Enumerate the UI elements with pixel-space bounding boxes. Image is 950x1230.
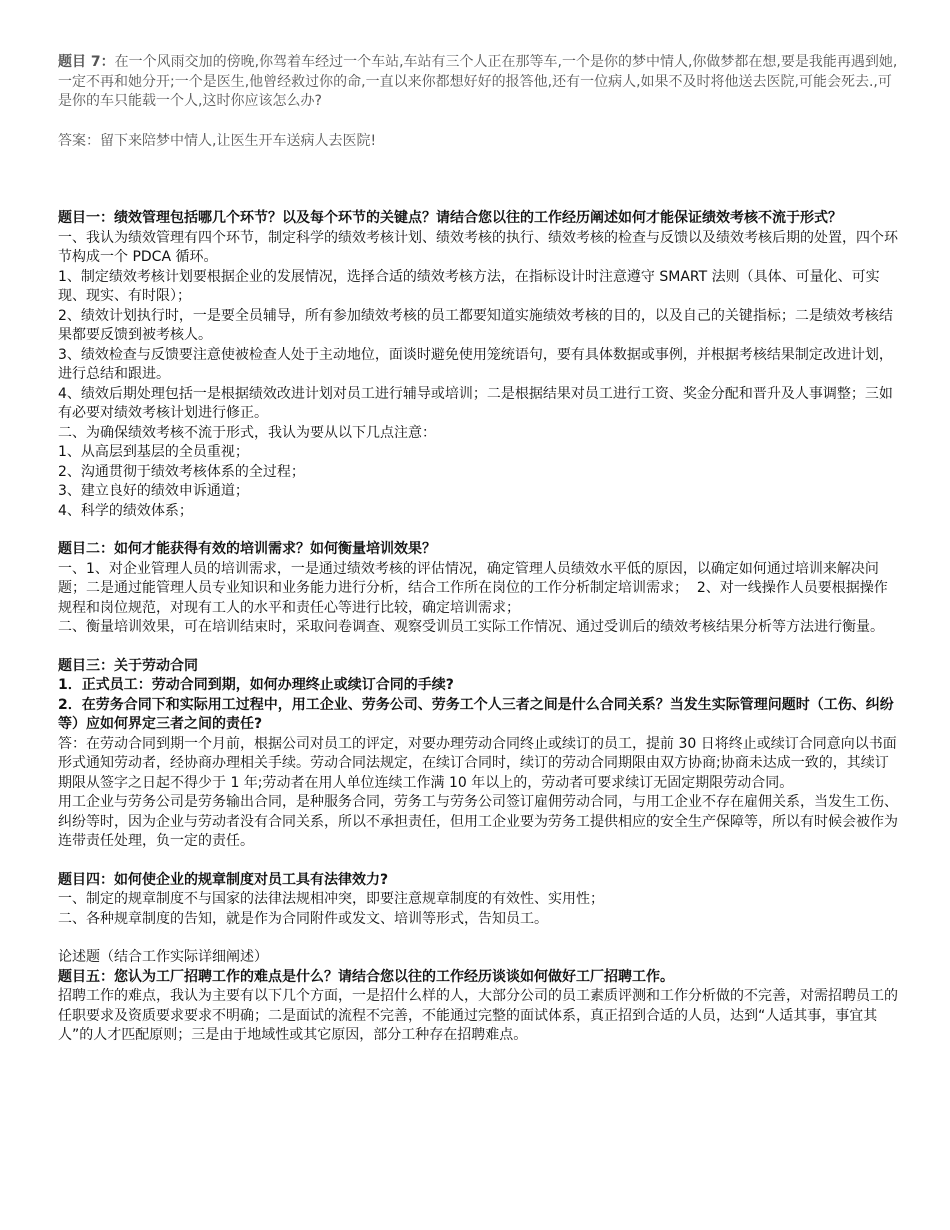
q7-paragraph bbox=[58, 53, 898, 112]
q1-line: 2、沟通贯彻于绩效考核体系的全过程； bbox=[58, 463, 305, 480]
q1-title: 题目一：绩效管理包括哪几个环节？以及每个环节的关键点？请结合您以往的工作经历阐述如何才能保证绩效考核不流于形式？ bbox=[58, 210, 842, 226]
q1-line: 二、为确保绩效考核不流于形式，我认为要从以下几点注意： bbox=[58, 424, 436, 441]
q1-line: 一、我认为绩效管理有四个环节，制定科学的绩效考核计划、绩效考核的执行、绩效考核的检查与反馈以及绩效考核后期的处置，四个环节构成一个 PDCA 循环。 bbox=[58, 229, 898, 265]
q1-section bbox=[58, 209, 898, 521]
q1-line: 2、绩效计划执行时，一是要全员辅导，所有参加绩效考核的员工都要知道实施绩效考核的目的，以及自己的关键指标；二是绩效考核结果都要反馈到被考核人。 bbox=[58, 307, 893, 343]
q7-title: 题目 7： bbox=[58, 54, 115, 70]
q1-line: 4、科学的绩效体系； bbox=[58, 502, 193, 519]
q4-line: 二、各种规章制度的告知，就是作为合同附件或发文、培训等形式，告知员工。 bbox=[58, 910, 548, 927]
q5-section bbox=[58, 948, 898, 1046]
q7-answer: 答案：留下来陪梦中情人,让医生开车送病人去医院! bbox=[58, 132, 377, 149]
q3-section bbox=[58, 657, 898, 852]
q4-section bbox=[58, 871, 898, 930]
q4-title: 题目四：如何使企业的规章制度对员工具有法律效力? bbox=[58, 871, 389, 888]
q3-subquestion-2: 2．在劳务合同下和实际用工过程中，用工企业、劳务公司、劳务工个人三者之间是什么合同关系？当发生实际管理问题时（工伤、纠纷等）应如何界定三者之间的责任? bbox=[58, 696, 894, 732]
q4-line: 一、制定的规章制度不与国家的法律法规相冲突，即要注意规章制度的有效性、实用性； bbox=[58, 891, 604, 907]
q3-title: 题目三：关于劳动合同 bbox=[58, 657, 198, 674]
q1-line: 3、建立良好的绩效申诉通道； bbox=[58, 483, 249, 499]
q2-section bbox=[58, 540, 898, 638]
q5-body: 招聘工作的难点，我认为主要有以下几个方面，一是招什么样的人，大部分公司的员工素质评测和工作分析做的不完善，对需招聘员工的任职要求及资质要求要求不明确；二是面试的流程不完善，不能通过完整的面试体系，真正招到合适的人员，达到“人适其事，事宜其人”的人才匹配原则；三是由于地域性或其它原因，部分工种存在招聘难点。 bbox=[58, 988, 898, 1043]
q2-line: 二、衡量培训效果，可在培训结束时，采取问卷调查、观察受训员工实际工作情况、通过受训后的绩效考核结果分析等方法进行衡量。 bbox=[58, 619, 884, 635]
q5-title: 题目五：您认为工厂招聘工作的难点是什么？请结合您以往的工作经历谈谈如何做好工厂招聘工作。 bbox=[58, 968, 674, 985]
q2-line: 一、1、对企业管理人员的培训需求，一是通过绩效考核的评估情况，确定管理人员绩效水平低的原因，以确定如何通过培训来解决问题；二是通过能管理人员专业知识和业务能力进行分析，结合工作所在岗位的工作分析制定培训需求； 2、对一线操作人员要根据操作规程和岗位规范，对现有工人的水平和责任心等进行比较，确定培训需求； bbox=[58, 560, 888, 616]
q1-line: 3、绩效检查与反馈要注意使被检查人处于主动地位，面谈时避免使用笼统语句，要有具体数据或事例，并根据考核结果制定改进计划，进行总结和跟进。 bbox=[58, 346, 893, 382]
q2-title: 题目二：如何才能获得有效的培训需求？如何衡量培训效果？ bbox=[58, 541, 436, 557]
q1-line: 4、绩效后期处理包括一是根据绩效改进计划对员工进行辅导或培训；二是根据结果对员工进行工资、奖金分配和晋升及人事调整；三如有必要对绩效考核计划进行修正。 bbox=[58, 385, 893, 421]
q3-line: 用工企业与劳务公司是劳务输出合同，是种服务合同，劳务工与劳务公司签订雇佣劳动合同，与用工企业不存在雇佣关系，当发生工伤、纠纷等时，因为企业与劳动者没有合同关系，所以不承担责任，但用工企业要为劳务工提供相应的安全生产保障等，所以有时候会被作为连带责任处理，负一定的责任。 bbox=[58, 794, 898, 849]
q7-question: 在一个风雨交加的傍晚,你驾着车经过一个车站,车站有三个人正在那等车,一个是你的梦中情人,你做梦都在想,要是我能再遇到她,一定不再和她分开;一个是医生,他曾经救过你的命,一直以来你都想好好的报答他,还有一位病人,如果不及时将他送去医院,可能会死去.,可是你的车只能载一个人,这时你应该怎么办? bbox=[58, 54, 898, 109]
essay-heading: 论述题（结合工作实际详细阐述） bbox=[58, 949, 268, 965]
q3-subquestion-1: 1．正式员工：劳动合同到期，如何办理终止或续订合同的手续? bbox=[58, 677, 454, 693]
q1-line: 1、从高层到基层的全员重视； bbox=[58, 444, 249, 460]
q1-line: 1、制定绩效考核计划要根据企业的发展情况，选择合适的绩效考核方法，在指标设计时注意遵守 SMART 法则（具体、可量化、可实现、现实、有时限）； bbox=[58, 268, 880, 304]
q3-line: 答：在劳动合同到期一个月前，根据公司对员工的评定，对要办理劳动合同终止或续订的员工，提前 30 日将终止或续订合同意向以书面形式通知劳动者，经协商办理相关手续。劳动合同法规定，在续订合同时，续订的劳动合同期限由双方协商;协商未达成一致的，其续订期限从签字之日起不得少于 1 年;劳动者在用人单位连续工作满 10 年以上的，劳动者可要求续订无固定期限劳动合同。 bbox=[58, 735, 897, 791]
